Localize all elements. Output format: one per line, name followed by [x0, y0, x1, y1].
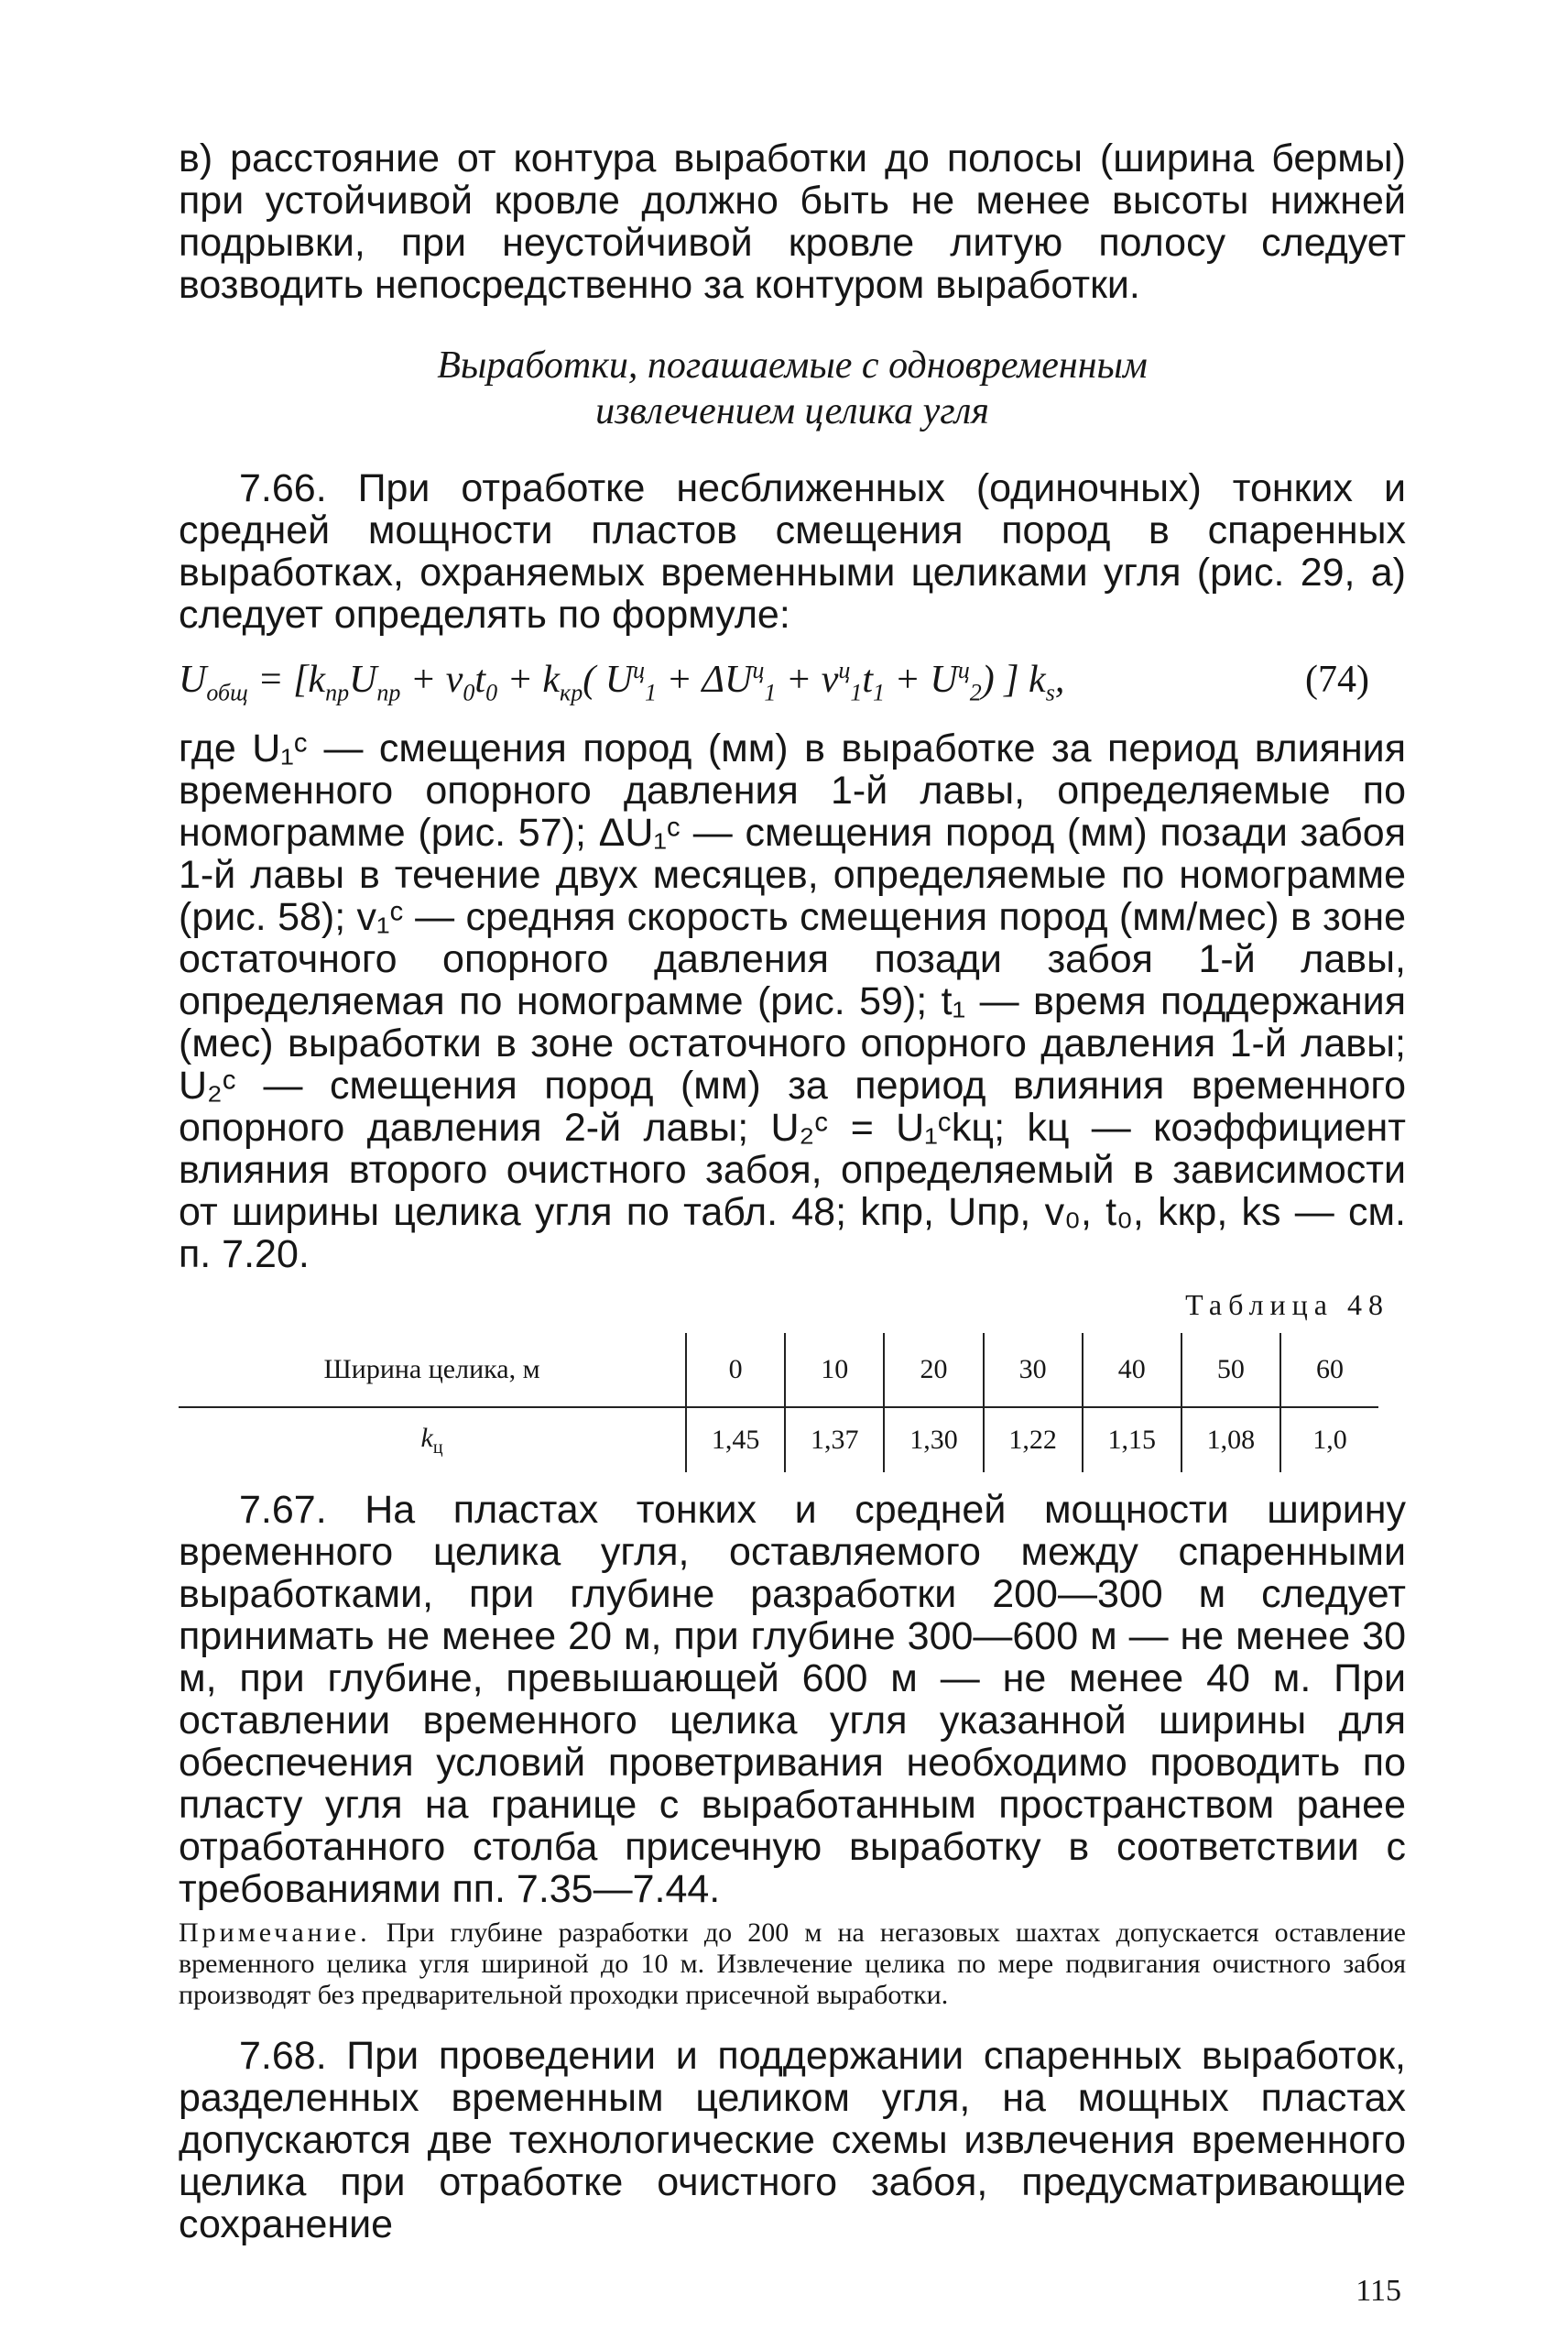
note-text: При глубине разработки до 200 м на негазовых шахтах допускается оставление временного целика угля шириной до 10 м. Извлечение целика по мере подвигания очистного забоя производят без предварительной проходки присечной выработки. [179, 1917, 1407, 2011]
formula-74 [179, 643, 1406, 720]
paragraph-7-68: 7.68. При проведении и поддержании спаренных выработок, разделенных временным целиком угля, на мощных пластах допускаются две технологические схемы извлечения временного целика при отработке очистного забоя, предусматривающие сохранение [179, 2034, 1406, 2247]
section-heading-line2: извлечением целика угля [595, 390, 989, 432]
paragraph-v: в) расстояние от контура выработки до полосы (ширина бермы) при устойчивой кровле должно быть не менее высоты нижней подрывки, при неустойчивой кровле литую полосу следует возводить непосредственно за контуром выработки. [179, 137, 1406, 307]
table-48 [179, 1333, 1378, 1472]
table-width-cell: 40 [1083, 1333, 1181, 1407]
formula-expression: $U_{общ} = [k_{пр}U_{пр} + v_0t_0 + k_{кр}$( $U^ц_1 + \Delta U^ц_1 + v^ц_1t_1 + U^ц_2$) ] $k_s$, [179, 657, 1065, 706]
table-label: Таблица 48 [1185, 1288, 1389, 1322]
table-width-cell: 20 [884, 1333, 983, 1407]
table-header-label: Ширина целика, м [179, 1333, 686, 1407]
note [179, 1917, 1406, 2011]
table-value-cell: 1,30 [884, 1407, 983, 1472]
note-lead: Примечание. [179, 1917, 371, 1949]
paragraph-7-66: 7.66. При отработке несближенных (одиночных) тонких и средней мощности пластов смещения пород в спаренных выработках, охраняемых временными целиками угля (рис. 29, а) следует определять по формуле: [179, 466, 1406, 637]
section-heading [179, 343, 1406, 434]
table-value-cell: 1,15 [1083, 1407, 1181, 1472]
table-row-label: $k_ц$ [420, 1422, 443, 1458]
table-header-row [179, 1333, 1378, 1407]
formula-number: (74) [1305, 659, 1369, 701]
page-number: 115 [1356, 2274, 1401, 2308]
table-value-cell: 1,37 [785, 1407, 884, 1472]
table-value-cell: 1,0 [1280, 1407, 1378, 1472]
paragraph-where: где U₁ᶜ — смещения пород (мм) в выработке за период влияния временного опорного давления 1-й лавы, определяемые по номограмме (рис. 57); ΔU₁ᶜ — смещения пород (мм) позади забоя 1-й лавы в течение двух месяцев, определяемые по номограмме (рис. 58); v₁ᶜ — средняя скорость смещения пород (мм/мес) в зоне остаточного опорного давления позади забоя 1-й лавы, определяемая по номограмме (рис. 59); t₁ — время поддержания (мес) выработки в зоне остаточного опорного давления 1-й лавы; U₂ᶜ — смещения пород (мм) за период влияния временного опорного давления 2-й лавы; U₂ᶜ = U₁ᶜkц; kц — коэффициент влияния второго очистного забоя, определяемый в зависимости от ширины целика угля по табл. 48; kпр, Uпр, v₀, t₀, kкр, ks — см. п. 7.20. [179, 727, 1406, 1277]
table-width-cell: 0 [686, 1333, 785, 1407]
section-heading-line1: Выработки, погашаемые с одновременным [437, 344, 1148, 387]
page-body [179, 137, 1406, 2245]
table-value-cell: 1,22 [984, 1407, 1083, 1472]
table-width-cell: 10 [785, 1333, 884, 1407]
table-value-cell: 1,45 [686, 1407, 785, 1472]
table-width-cell: 30 [984, 1333, 1083, 1407]
table-width-cell: 50 [1181, 1333, 1280, 1407]
table-value-row [179, 1407, 1378, 1472]
paragraph-7-67: 7.67. На пластах тонких и средней мощности ширину временного целика угля, оставляемого между спаренными выработками, при глубине разработки 200—300 м следует принимать не менее 20 м, при глубине 300—600 м — не менее 30 м, при глубине, превышающей 600 м — не менее 40 м. При оставлении временного целика угля указанной ширины для обеспечения условий проветривания необходимо проводить по пласту угля на границе с выработанным пространством ранее отработанного столба присечную выработку в соответствии с требованиями пп. 7.35—7.44. [179, 1488, 1406, 1912]
table-value-cell: 1,08 [1181, 1407, 1280, 1472]
table-width-cell: 60 [1280, 1333, 1378, 1407]
